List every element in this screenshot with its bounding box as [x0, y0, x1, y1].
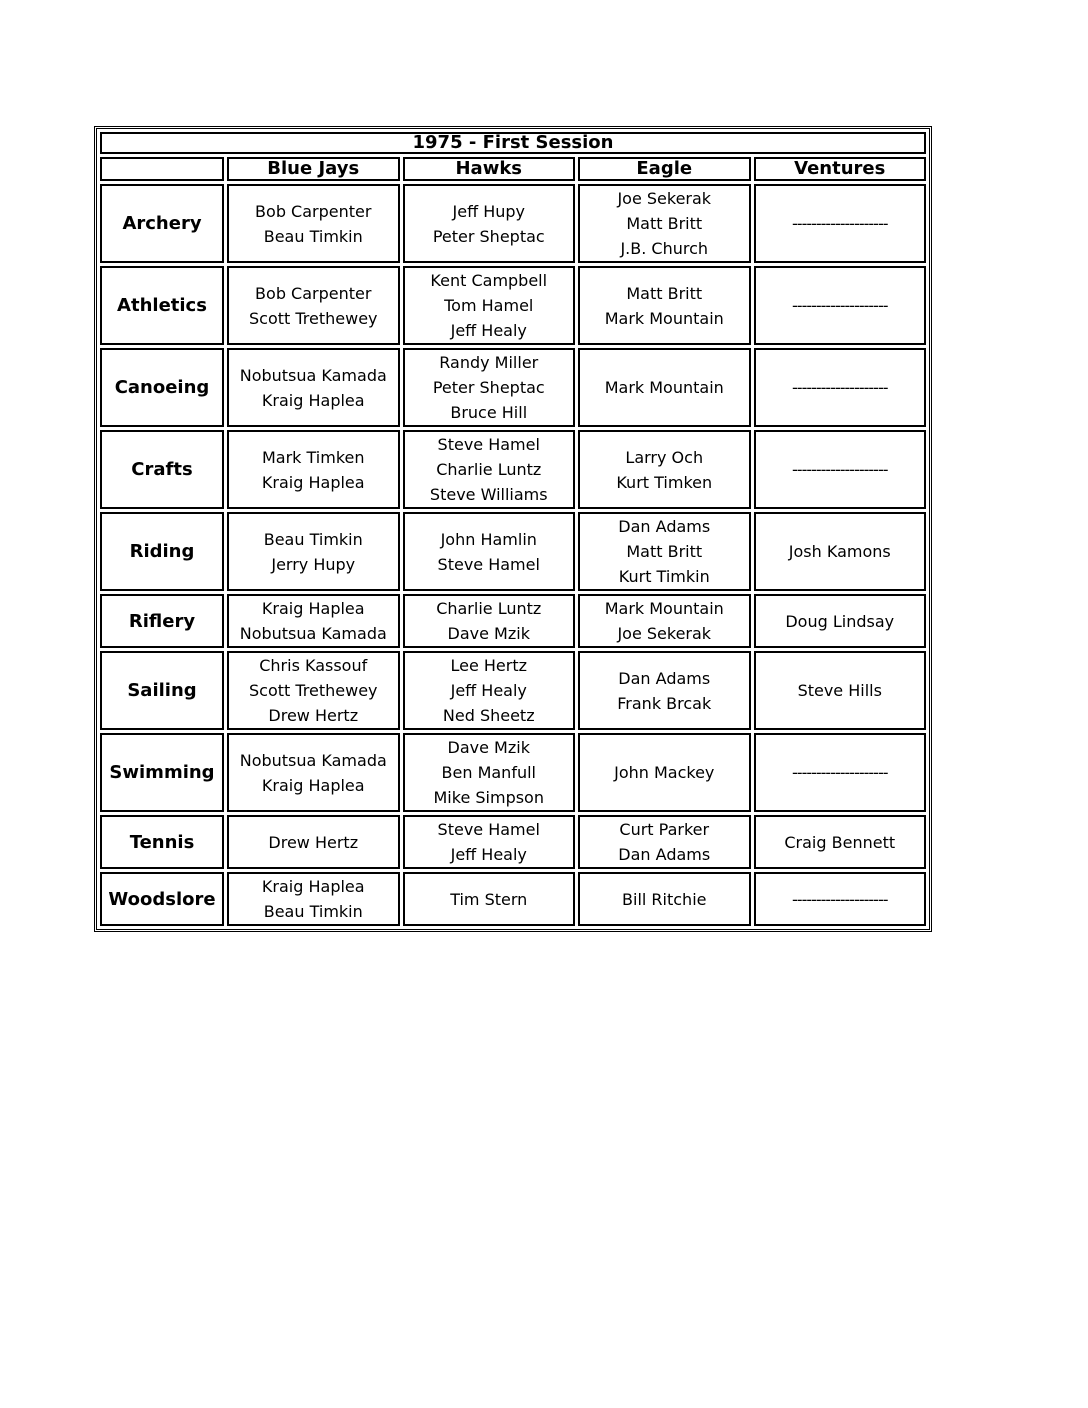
- table-row: [100, 430, 926, 509]
- camper-name: Randy Miller: [439, 353, 539, 372]
- column-header: Blue Jays: [227, 157, 400, 181]
- camper-name: Jeff Healy: [450, 321, 527, 340]
- camper-name: Steve Hamel: [437, 554, 540, 574]
- camper-name: Mark Mountain: [604, 308, 724, 328]
- table-row: [100, 266, 926, 345]
- names-cell: [578, 651, 751, 730]
- camper-name: Kraig Haplea: [261, 599, 365, 618]
- activity-label: Woodslore: [100, 872, 224, 926]
- names-cell: [578, 512, 751, 591]
- names-cell: [403, 872, 576, 926]
- camper-name: Drew Hertz: [268, 832, 359, 852]
- camper-name: Charlie Luntz: [436, 460, 542, 479]
- names-cell: [403, 594, 576, 648]
- names-cell: [227, 872, 400, 926]
- table-row: [100, 184, 926, 263]
- camper-name: Craig Bennett: [784, 832, 896, 852]
- names-cell: [754, 430, 927, 509]
- names-cell: [403, 651, 576, 730]
- camper-name: Mark Mountain: [604, 599, 724, 618]
- camper-name: Kraig Haplea: [261, 775, 365, 795]
- table-row: [100, 594, 926, 648]
- names-cell: [227, 348, 400, 427]
- empty-placeholder: --------------------: [792, 296, 888, 315]
- camper-name: Kurt Timken: [616, 472, 713, 492]
- table-row: [100, 815, 926, 869]
- names-cell: [227, 594, 400, 648]
- camper-name: Beau Timkin: [263, 529, 363, 549]
- camper-name: Dave Mzik: [447, 738, 530, 757]
- names-cell: [578, 815, 751, 869]
- empty-placeholder: --------------------: [792, 378, 888, 397]
- names-cell: [578, 872, 751, 926]
- header-row: [100, 157, 926, 181]
- title-row: [100, 132, 926, 154]
- activity-label: Tennis: [100, 815, 224, 869]
- activity-rows: [100, 184, 926, 926]
- camper-name: John Hamlin: [440, 529, 537, 549]
- header-blank: [100, 157, 224, 181]
- camper-name: Matt Britt: [626, 283, 703, 303]
- camper-name: Joe Sekerak: [617, 189, 712, 208]
- names-cell: [578, 733, 751, 812]
- camper-name: Nobutsua Kamada: [239, 750, 387, 770]
- camper-name: Curt Parker: [619, 820, 710, 839]
- camper-name: Mark Timken: [261, 447, 365, 467]
- camper-name: Mike Simpson: [433, 788, 544, 807]
- names-cell: [227, 430, 400, 509]
- names-cell: [578, 348, 751, 427]
- column-header: Ventures: [754, 157, 927, 181]
- camper-name: Lee Hertz: [450, 656, 528, 675]
- empty-placeholder: --------------------: [792, 889, 888, 909]
- camper-name: Tim Stern: [450, 889, 528, 909]
- camper-name: Josh Kamons: [788, 542, 891, 561]
- table-row: [100, 872, 926, 926]
- camper-name: Chris Kassouf: [259, 656, 368, 675]
- camper-name: Jerry Hupy: [271, 554, 356, 574]
- names-cell: [578, 266, 751, 345]
- names-cell: [403, 430, 576, 509]
- names-cell: [227, 512, 400, 591]
- camper-name: John Mackey: [614, 763, 715, 782]
- camper-name: Kraig Haplea: [261, 877, 365, 896]
- column-header: Hawks: [403, 157, 576, 181]
- camper-name: J.B. Church: [620, 239, 709, 258]
- names-cell: [403, 348, 576, 427]
- empty-placeholder: --------------------: [792, 763, 888, 782]
- camper-name: Matt Britt: [626, 542, 703, 561]
- camper-name: Beau Timkin: [263, 902, 363, 921]
- names-cell: [754, 651, 927, 730]
- camper-name: Joe Sekerak: [617, 624, 712, 643]
- names-cell: [227, 184, 400, 263]
- camper-name: Kraig Haplea: [261, 472, 365, 492]
- activity-label: Canoeing: [100, 348, 224, 427]
- empty-placeholder: --------------------: [792, 460, 888, 479]
- names-cell: [754, 594, 927, 648]
- names-cell: [578, 430, 751, 509]
- camper-name: Drew Hertz: [268, 706, 359, 725]
- names-cell: [578, 184, 751, 263]
- camper-name: Matt Britt: [626, 214, 703, 233]
- column-header: Eagle: [578, 157, 751, 181]
- names-cell: [403, 266, 576, 345]
- camper-name: Steve Hamel: [437, 820, 540, 839]
- camper-name: Kent Campbell: [430, 271, 548, 290]
- camper-name: Steve Hills: [797, 681, 882, 700]
- camper-name: Bob Carpenter: [255, 283, 372, 303]
- camper-name: Steve Hamel: [437, 435, 540, 454]
- camper-name: Bill Ritchie: [622, 889, 707, 909]
- camper-name: Jeff Healy: [450, 681, 527, 700]
- names-cell: [227, 733, 400, 812]
- empty-placeholder: --------------------: [792, 214, 888, 233]
- activity-label: Riding: [100, 512, 224, 591]
- table-row: [100, 651, 926, 730]
- activity-label: Archery: [100, 184, 224, 263]
- names-cell: [754, 872, 927, 926]
- session-table: [97, 129, 929, 929]
- activity-label: Riflery: [100, 594, 224, 648]
- camper-name: Bob Carpenter: [255, 201, 372, 221]
- table-row: [100, 733, 926, 812]
- camper-name: Ben Manfull: [441, 763, 536, 782]
- camper-name: Larry Och: [625, 447, 704, 467]
- activity-label: Sailing: [100, 651, 224, 730]
- activity-label: Crafts: [100, 430, 224, 509]
- names-cell: [227, 651, 400, 730]
- names-cell: [754, 266, 927, 345]
- names-cell: [754, 512, 927, 591]
- camper-name: Jeff Healy: [450, 845, 527, 864]
- camper-name: Jeff Hupy: [452, 201, 525, 221]
- names-cell: [403, 733, 576, 812]
- camper-name: Beau Timkin: [263, 226, 363, 246]
- camper-name: Bruce Hill: [450, 403, 528, 422]
- camper-name: Scott Trethewey: [248, 681, 378, 700]
- camper-name: Nobutsua Kamada: [239, 624, 387, 643]
- camper-name: Dan Adams: [618, 845, 711, 864]
- camper-name: Dan Adams: [618, 668, 711, 688]
- camper-name: Doug Lindsay: [785, 611, 895, 631]
- camper-name: Peter Sheptac: [432, 226, 545, 246]
- names-cell: [578, 594, 751, 648]
- camper-name: Steve Williams: [429, 485, 548, 504]
- session-table-frame: [94, 126, 932, 932]
- names-cell: [403, 512, 576, 591]
- camper-name: Mark Mountain: [604, 378, 724, 397]
- names-cell: [227, 815, 400, 869]
- activity-label: Swimming: [100, 733, 224, 812]
- names-cell: [754, 348, 927, 427]
- names-cell: [403, 184, 576, 263]
- camper-name: Dan Adams: [618, 517, 711, 536]
- camper-name: Ned Sheetz: [442, 706, 535, 725]
- names-cell: [227, 266, 400, 345]
- camper-name: Dave Mzik: [447, 624, 530, 643]
- names-cell: [754, 815, 927, 869]
- names-cell: [754, 184, 927, 263]
- names-cell: [754, 733, 927, 812]
- names-cell: [403, 815, 576, 869]
- camper-name: Charlie Luntz: [436, 599, 542, 618]
- camper-name: Tom Hamel: [444, 296, 534, 315]
- camper-name: Nobutsua Kamada: [239, 365, 387, 385]
- table-row: [100, 512, 926, 591]
- table-row: [100, 348, 926, 427]
- activity-label: Athletics: [100, 266, 224, 345]
- camper-name: Scott Trethewey: [248, 308, 378, 328]
- camper-name: Kraig Haplea: [261, 390, 365, 410]
- camper-name: Frank Brcak: [617, 693, 712, 713]
- camper-name: Kurt Timkin: [618, 567, 710, 586]
- camper-name: Peter Sheptac: [432, 378, 545, 397]
- session-title: 1975 - First Session: [100, 132, 926, 154]
